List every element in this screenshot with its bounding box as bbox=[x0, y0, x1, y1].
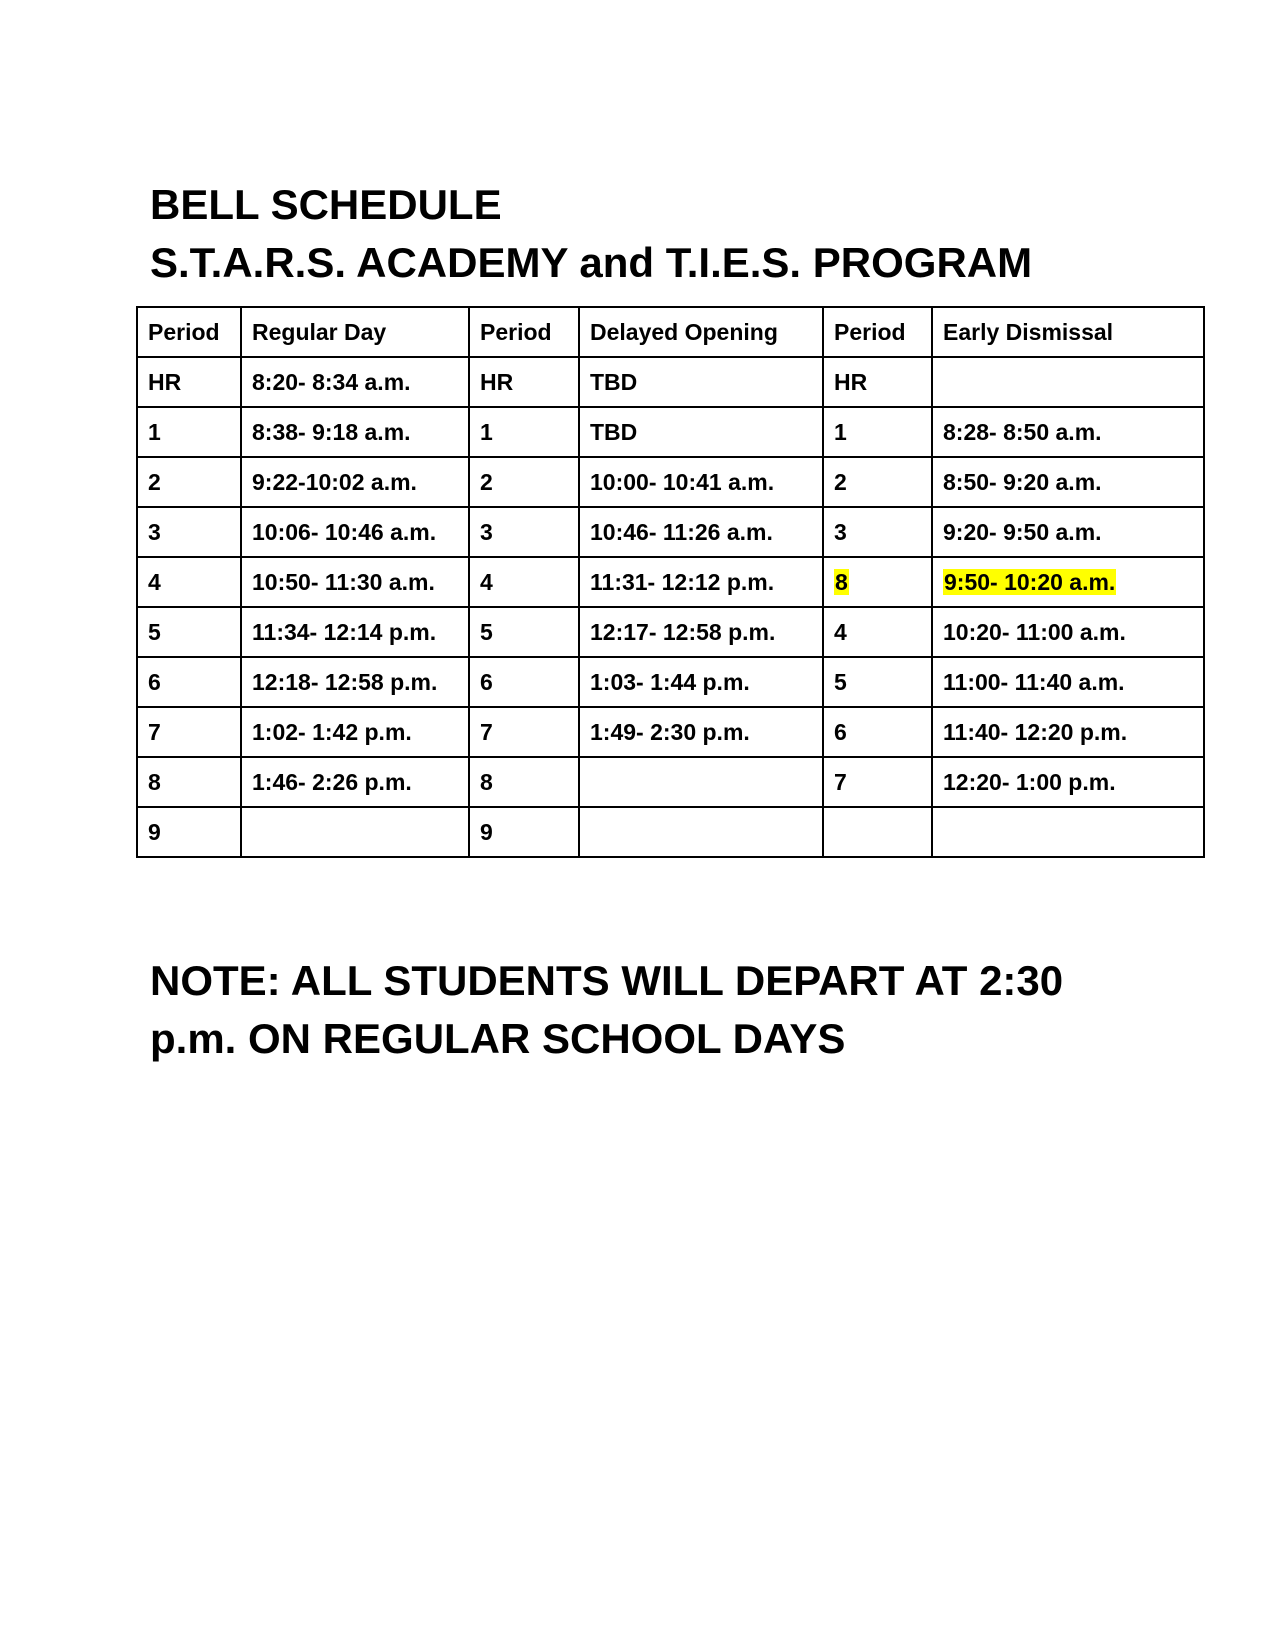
highlighted-text: 8 bbox=[835, 568, 848, 595]
table-cell-period: 5 bbox=[137, 607, 241, 657]
header-period-3: Period bbox=[469, 307, 579, 357]
table-cell-period: 5 bbox=[469, 607, 579, 657]
table-cell-period: 7 bbox=[823, 757, 932, 807]
table-cell-early-dismissal: 9:20- 9:50 a.m. bbox=[932, 507, 1204, 557]
table-cell-delayed-opening bbox=[579, 807, 823, 857]
table-cell-period: 4 bbox=[469, 557, 579, 607]
table-cell-delayed-opening: 1:49- 2:30 p.m. bbox=[579, 707, 823, 757]
table-cell-period: 4 bbox=[823, 607, 932, 657]
table-cell-regular-day: 12:18- 12:58 p.m. bbox=[241, 657, 469, 707]
table-cell-period bbox=[823, 807, 932, 857]
header-regular-day-2: Regular Day bbox=[241, 307, 469, 357]
header-early-dismissal-6: Early Dismissal bbox=[932, 307, 1204, 357]
table-cell-period: 3 bbox=[137, 507, 241, 557]
table-cell-period: 2 bbox=[137, 457, 241, 507]
table-row bbox=[137, 607, 1204, 657]
table-cell-early-dismissal: 11:00- 11:40 a.m. bbox=[932, 657, 1204, 707]
table-row bbox=[137, 507, 1204, 557]
table-cell-period: HR bbox=[137, 357, 241, 407]
table-cell-early-dismissal bbox=[932, 357, 1204, 407]
table-cell-regular-day: 11:34- 12:14 p.m. bbox=[241, 607, 469, 657]
table-cell-period: HR bbox=[823, 357, 932, 407]
table-cell-regular-day: 10:50- 11:30 a.m. bbox=[241, 557, 469, 607]
table-cell-period: 9 bbox=[137, 807, 241, 857]
table-cell-period: HR bbox=[469, 357, 579, 407]
table-cell-delayed-opening: 1:03- 1:44 p.m. bbox=[579, 657, 823, 707]
header-delayed-opening-4: Delayed Opening bbox=[579, 307, 823, 357]
table-cell-early-dismissal: 8:28- 8:50 a.m. bbox=[932, 407, 1204, 457]
table-cell-period: 2 bbox=[823, 457, 932, 507]
table-cell-period: 8 bbox=[469, 757, 579, 807]
title-line-1: BELL SCHEDULE bbox=[150, 181, 502, 228]
table-row bbox=[137, 807, 1204, 857]
table-row bbox=[137, 707, 1204, 757]
table-cell-regular-day bbox=[241, 807, 469, 857]
table-row bbox=[137, 357, 1204, 407]
table-cell-period: 1 bbox=[137, 407, 241, 457]
table-cell-period: 9 bbox=[469, 807, 579, 857]
table-cell-regular-day: 1:46- 2:26 p.m. bbox=[241, 757, 469, 807]
table-cell-early-dismissal bbox=[932, 557, 1204, 607]
table-cell-delayed-opening: 10:46- 11:26 a.m. bbox=[579, 507, 823, 557]
table-cell-regular-day: 8:38- 9:18 a.m. bbox=[241, 407, 469, 457]
table-cell-period: 6 bbox=[469, 657, 579, 707]
table-cell-early-dismissal: 10:20- 11:00 a.m. bbox=[932, 607, 1204, 657]
table-row bbox=[137, 557, 1204, 607]
table-cell-early-dismissal: 12:20- 1:00 p.m. bbox=[932, 757, 1204, 807]
table-cell-period: 6 bbox=[137, 657, 241, 707]
table-cell-period: 7 bbox=[469, 707, 579, 757]
table-cell-delayed-opening: 11:31- 12:12 p.m. bbox=[579, 557, 823, 607]
table-cell-regular-day: 8:20- 8:34 a.m. bbox=[241, 357, 469, 407]
table-cell-period: 1 bbox=[469, 407, 579, 457]
table-cell-period bbox=[823, 557, 932, 607]
document-title bbox=[150, 176, 1032, 292]
table-row bbox=[137, 657, 1204, 707]
departure-note: NOTE: ALL STUDENTS WILL DEPART AT 2:30 p.m. ON REGULAR SCHOOL DAYS bbox=[150, 957, 1064, 1062]
table-row bbox=[137, 407, 1204, 457]
table-cell-early-dismissal bbox=[932, 807, 1204, 857]
table-row bbox=[137, 757, 1204, 807]
header-period-1: Period bbox=[137, 307, 241, 357]
table-body bbox=[137, 357, 1204, 857]
table-header-row bbox=[137, 307, 1204, 357]
bell-schedule-table bbox=[136, 306, 1205, 858]
table-cell-regular-day: 1:02- 1:42 p.m. bbox=[241, 707, 469, 757]
table-cell-period: 5 bbox=[823, 657, 932, 707]
table-cell-early-dismissal: 8:50- 9:20 a.m. bbox=[932, 457, 1204, 507]
table-cell-delayed-opening bbox=[579, 757, 823, 807]
table-cell-period: 7 bbox=[137, 707, 241, 757]
table-cell-regular-day: 10:06- 10:46 a.m. bbox=[241, 507, 469, 557]
highlighted-text: 9:50- 10:20 a.m. bbox=[944, 568, 1116, 595]
table-cell-period: 2 bbox=[469, 457, 579, 507]
table-cell-period: 3 bbox=[469, 507, 579, 557]
table-cell-delayed-opening: TBD bbox=[579, 357, 823, 407]
table-cell-regular-day: 9:22-10:02 a.m. bbox=[241, 457, 469, 507]
title-line-2: S.T.A.R.S. ACADEMY and T.I.E.S. PROGRAM bbox=[150, 239, 1033, 286]
table-cell-period: 4 bbox=[137, 557, 241, 607]
table-row bbox=[137, 457, 1204, 507]
table-cell-period: 8 bbox=[137, 757, 241, 807]
table-cell-period: 3 bbox=[823, 507, 932, 557]
table-cell-period: 6 bbox=[823, 707, 932, 757]
table-cell-delayed-opening: 10:00- 10:41 a.m. bbox=[579, 457, 823, 507]
table-cell-early-dismissal: 11:40- 12:20 p.m. bbox=[932, 707, 1204, 757]
header-period-5: Period bbox=[823, 307, 932, 357]
table-cell-period: 1 bbox=[823, 407, 932, 457]
table-cell-delayed-opening: TBD bbox=[579, 407, 823, 457]
table-cell-delayed-opening: 12:17- 12:58 p.m. bbox=[579, 607, 823, 657]
table-header bbox=[137, 307, 1204, 357]
